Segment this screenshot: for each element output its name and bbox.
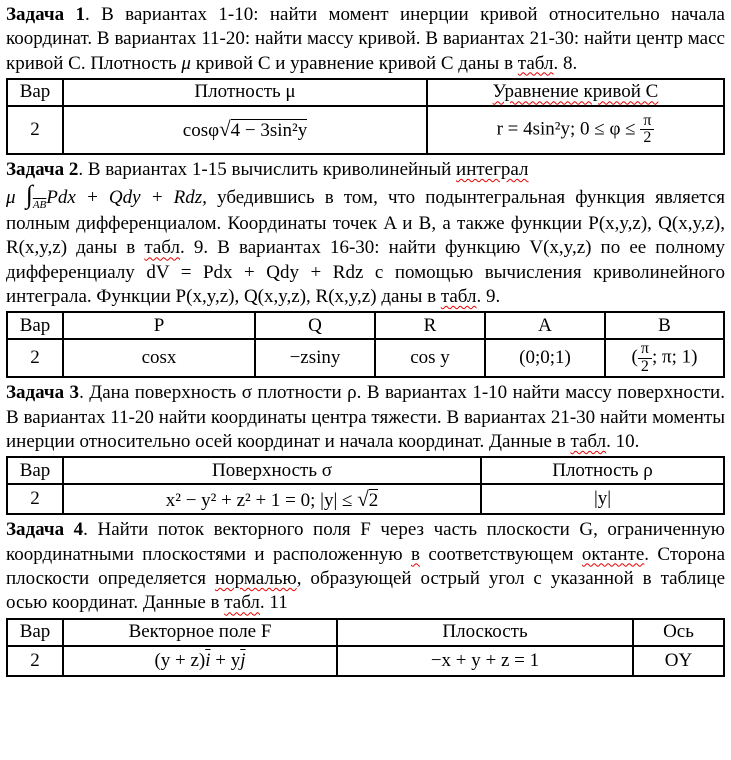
problem2-text-4: . 9. (476, 286, 501, 308)
misspelled-word-tabl: табл (570, 431, 607, 452)
problem2-text-3: . 9. В вариантах 16-30: найти функцию V(x,y,z) по ее полному дифференциалу dV = Pdx + Qdy + Rdz с помощью вычисления криволинейного интеграла. Функции P(x,y,z), Q(x,y,z), R(x,y,z) даны в (6, 237, 726, 308)
fraction-denominator: 2 (638, 358, 652, 376)
problem4-text-3: . Сторона плоскости определяется (6, 543, 726, 589)
problem2-paragraph-body (6, 182, 725, 309)
table-11-cell-variant: 2 (7, 646, 63, 676)
point-b-open: ( (631, 346, 638, 368)
table-11-header-row (7, 619, 724, 646)
field-mid: + y (210, 649, 241, 671)
sqrt-icon: √ (357, 486, 369, 511)
point-b-rest: ; π; 1) (651, 346, 698, 368)
problem1-paragraph (6, 3, 725, 76)
misspelled-word-tabl: табл (517, 52, 554, 74)
equation-main: r = 4sin²y; 0 ≤ φ ≤ (496, 118, 641, 140)
table-9-cell-p: cosx (63, 339, 255, 377)
table-9-data-row (7, 339, 724, 377)
integrand-expression: Pdx + Qdy + Rdz, (46, 187, 207, 209)
table-11-data-row (7, 646, 724, 676)
table-10-cell-surface (63, 484, 481, 514)
misspelled-word-tabl: табл (440, 286, 477, 308)
mu-symbol: μ (6, 187, 26, 209)
problem4-text-2: соответствующем (419, 543, 582, 565)
table-11 (6, 618, 725, 677)
table-11-header-var: Вар (7, 619, 63, 646)
table-8-cell-variant: 2 (7, 106, 63, 154)
problem4-text-4: , образующей острый угол с указанной в таблице осью координат. Данные в (6, 567, 726, 614)
table-9-header-b: B (605, 312, 724, 339)
table-9-header-r: R (375, 312, 485, 339)
table-10-cell-variant: 2 (7, 484, 63, 514)
table-10-data-row (7, 484, 724, 514)
table-8-header-equation (427, 79, 724, 106)
table-11-cell-axis: OY (633, 646, 724, 676)
table-8 (6, 78, 725, 155)
table-8-cell-density (63, 106, 427, 154)
table-10-header-surface: Поверхность σ (63, 457, 481, 484)
problem4-text-5: . 11 (259, 592, 288, 614)
problem4-title: Задача 4 (6, 519, 84, 541)
fraction-denominator: 2 (640, 129, 654, 147)
problem2-text-2: убедившись в том, что подынтегральная функция является полным дифференциалом. Координаты точек A и B, а также функции P(x,y,z), Q(x,y,z), R(x,y,z) даны в (6, 187, 725, 259)
table-9-cell-b (605, 339, 724, 377)
table-9-cell-a: (0;0;1) (485, 339, 605, 377)
problem2-paragraph-intro (6, 158, 725, 182)
table-10-header-density: Плотность ρ (481, 457, 724, 484)
sqrt-icon: √ (219, 117, 231, 142)
table-9-cell-q: −zsiny (255, 339, 375, 377)
table-11-header-axis: Ось (633, 619, 724, 646)
problem3-title: Задача 3 (6, 382, 80, 404)
misspelled-word-tabl: табл (224, 592, 260, 614)
problem1-text-3: . 8. (553, 52, 578, 74)
problem2-text-1: . В вариантах 1-15 вычислить криволинейный (78, 158, 457, 180)
problem3-text-2: . 10. (606, 431, 640, 452)
table-10 (6, 456, 725, 515)
table-8-cell-equation (427, 106, 724, 154)
misspelled-word-oktante: октанте (581, 543, 645, 565)
table-10-header-row (7, 457, 724, 484)
integral-subscript-AB: AB (32, 199, 47, 212)
table-9-cell-r: cos y (375, 339, 485, 377)
vector-j-with-bar: $\overline{j}$ (240, 649, 246, 671)
table-9-cell-variant: 2 (7, 339, 63, 377)
table-9 (6, 311, 725, 378)
integral-icon: ∫ (25, 180, 33, 210)
misspelled-word-v: в (410, 543, 420, 565)
misspelled-word-integral: интеграл (456, 158, 529, 180)
density-radicand: 4 − 3sin²y (230, 120, 308, 142)
table-8-header-var: Вар (7, 79, 63, 106)
table-11-header-plane: Плоскость (337, 619, 633, 646)
table-10-cell-density: |y| (481, 484, 724, 514)
fraction-numerator: π (643, 111, 652, 129)
surface-main: x² − y² + z² + 1 = 0; |y| ≤ (165, 489, 358, 511)
fraction-pi-over-2 (638, 341, 652, 376)
table-9-header-var: Вар (7, 312, 63, 339)
table-8-header-row (7, 79, 724, 106)
misspelled-word-tabl: табл (144, 237, 180, 259)
problem2-title: Задача 2 (6, 158, 79, 180)
surface-radicand: 2 (368, 489, 379, 511)
table-11-cell-plane: −x + y + z = 1 (337, 646, 633, 676)
table-9-header-row (7, 312, 724, 339)
table-9-header-a: A (485, 312, 605, 339)
table-9-header-p: P (63, 312, 255, 339)
table-10-header-var: Вар (7, 457, 63, 484)
problem4-text-1: . Найти поток векторного поля F через часть плоскости G, ограниченную координатными плоскостями и расположенную (6, 519, 725, 565)
table-9-header-q: Q (255, 312, 375, 339)
mu-symbol: μ (181, 52, 191, 74)
field-prefix: (y + z) (154, 649, 206, 671)
problem3-paragraph (6, 381, 725, 454)
table-8-header-equation-label: Уравнение кривой C (492, 81, 659, 103)
density-prefix: cosφ (182, 120, 220, 142)
problem4-paragraph (6, 518, 725, 615)
vector-i-with-bar: $\overline{i}$ (205, 649, 211, 671)
table-11-cell-field (63, 646, 337, 676)
problem3-text-1: . Дана поверхность σ плотности ρ. В вариантах 1-10 найти массу поверхности. В вариантах 11-20 найти координаты центра тяжести. В вариантах 21-30 найти моменты инерции относительно осей координат и начала координат. Данные в (6, 382, 725, 452)
problem1-title: Задача 1 (6, 4, 85, 25)
fraction-numerator: π (640, 340, 649, 358)
table-8-data-row (7, 106, 724, 154)
table-11-header-field: Векторное поле F (63, 619, 337, 646)
problem1-text-1: . В вариантах 1-10: найти момент инерции кривой относительно начала координат. В вариантах 11-20: найти массу кривой. В вариантах 21-30: найти центр масс кривой C. Плотность (6, 4, 725, 74)
fraction-pi-over-2 (640, 113, 654, 148)
misspelled-word-normalyu: нормалью (214, 567, 297, 589)
problem1-text-2: кривой C и уравнение кривой C даны в (190, 52, 518, 74)
table-8-header-density: Плотность μ (63, 79, 427, 106)
